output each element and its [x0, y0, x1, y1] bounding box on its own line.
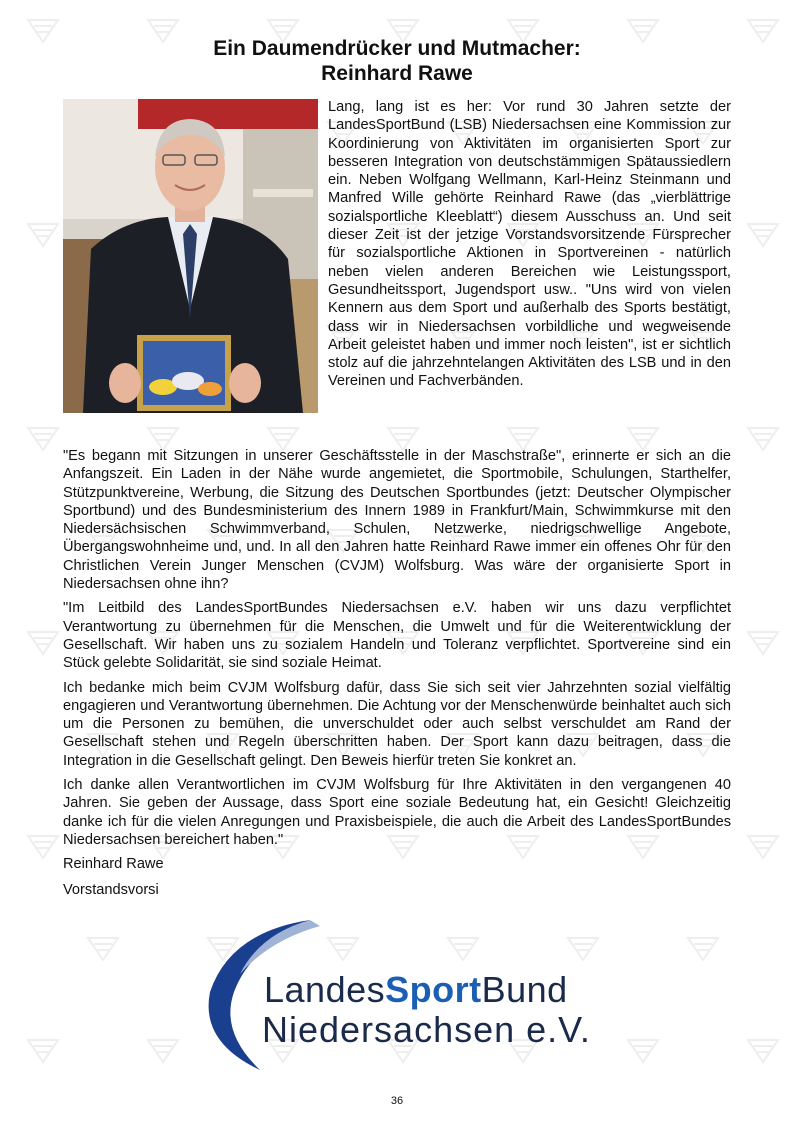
body-paragraph: "Im Leitbild des LandesSportBundes Niedersachsen e.V. haben wir uns dazu verpflichtet Verantwortung zu übernehmen für die Menschen, die Umwelt und für die Weiterentwicklung der Gesellschaft. Wir haben uns zu sozialem Handeln und Toleranz verpflichtet. Sportvereine sind ein Stück gelebte Solidarität, sie sind soziale Heimat.: [63, 600, 731, 672]
body-paragraph: "Es begann mit Sitzungen in unserer Geschäftsstelle in der Maschstraße", erinnerte er sich an die Anfangszeit. Ein Laden in der Nähe wurde angemietet, die Sportmobile, Schulungen, Starthelfer, Stützpunktvereine, Werbung, die Sitzung des Deutschen Sportbundes (jetzt: Deutscher Olympischer Sportbund) und des Bundesministerium des Innern 1989 in Frankfurt/Main, Schwimmkurse mit den Niedersächsischen Schwimmverband, Schulen, Netzwerke, niedrigschwellige Angebote, Übergangswohnheime und, und. In all den Jahren hatte Reinhard Rawe immer ein offenes Ohr für den Christlichen Verein Junger Menschen (CVJM) Wolfsburg. Was wäre der organisierte Sport in Niedersachsen ohne ihn?: [63, 448, 731, 593]
title-line-1: Ein Daumendrücker und Mutmacher:: [213, 37, 581, 60]
logo-word-landes: Landes: [264, 969, 386, 1010]
signature-name: Reinhard Rawe: [63, 856, 164, 873]
body-paragraph: Ich bedanke mich beim CVJM Wolfsburg dafür, dass Sie sich seit vier Jahrzehnten sozial vielfältig engagieren und Verantwortung übernehmen. Die Achtung vor der Menschenwürde beinhaltet auch sich um die Personen zu bemühen, die unverschuldet oder auch selbst verschuldet am Rand der Gesellschaft stehen und Regeln überschritten haben. Der Sport kann dazu beitragen, dass die Integration in die Gesellschaft gelingt. Den Beweis hierfür treten Sie konkret an.: [63, 679, 731, 769]
logo-text-line-2: Niedersachsen e.V.: [262, 1009, 591, 1050]
portrait-photo: [63, 99, 318, 413]
lsb-logo: [200, 912, 600, 1072]
page-number: 36: [390, 1095, 404, 1107]
article-body: [63, 447, 731, 906]
signature-role: Vorstandsvorsi: [63, 881, 159, 898]
logo-text-line-1: [264, 970, 568, 1010]
article-title: [63, 36, 731, 86]
title-line-2: Reinhard Rawe: [321, 62, 473, 85]
intro-paragraph: Lang, lang ist es her: Vor rund 30 Jahren setzte der LandesSportBund (LSB) Niedersachsen eine Kommission zur Koordinierung von Aktivitäten im organisierten Sport zur besseren Integration von deutschstämmigen Spätaussiedlern ein. Neben Wolfgang Wellmann, Karl-Heinz Steinmann und Manfred Wille gehörte Reinhard Rawe (das „vierblättrige sozialsportliche Kleeblatt“) diesem Ausschuss an. Und seit dieser Zeit ist der jetzige Vorstandsvorsitzende Fürsprecher für sozialsportliche Aktionen in Sportvereinen - natürlich neben vielen anderen Bereichen wie Leistungssport, Gesundheitssport, Jugendsport usw.. "Uns wird von vielen Kennern aus dem Sport und außerhalb des Sports bestätigt, dass wir in Niedersachsen vorbildliche und wegweisende Arbeit geleistet haben und immer noch leisten", ist er sichtlich stolz auf die jahrzehntelangen Aktivitäten des LSB und in den Vereinen und Fachverbänden.: [328, 99, 731, 390]
logo-word-sport: Sport: [385, 969, 482, 1010]
logo-word-bund: Bund: [481, 969, 568, 1010]
body-paragraph: Ich danke allen Verantwortlichen im CVJM Wolfsburg für Ihre Aktivitäten in den vergangenen 40 Jahren. Sie geben der Aussage, dass Sport eine soziale Bedeutung hat, ein Gesicht! Gleichzeitig danke ich für die vielen Anregungen und Praxisbeispiele, die auch die Arbeit des LandesSportBundes Niedersachsen bereichert haben.": [63, 777, 731, 848]
